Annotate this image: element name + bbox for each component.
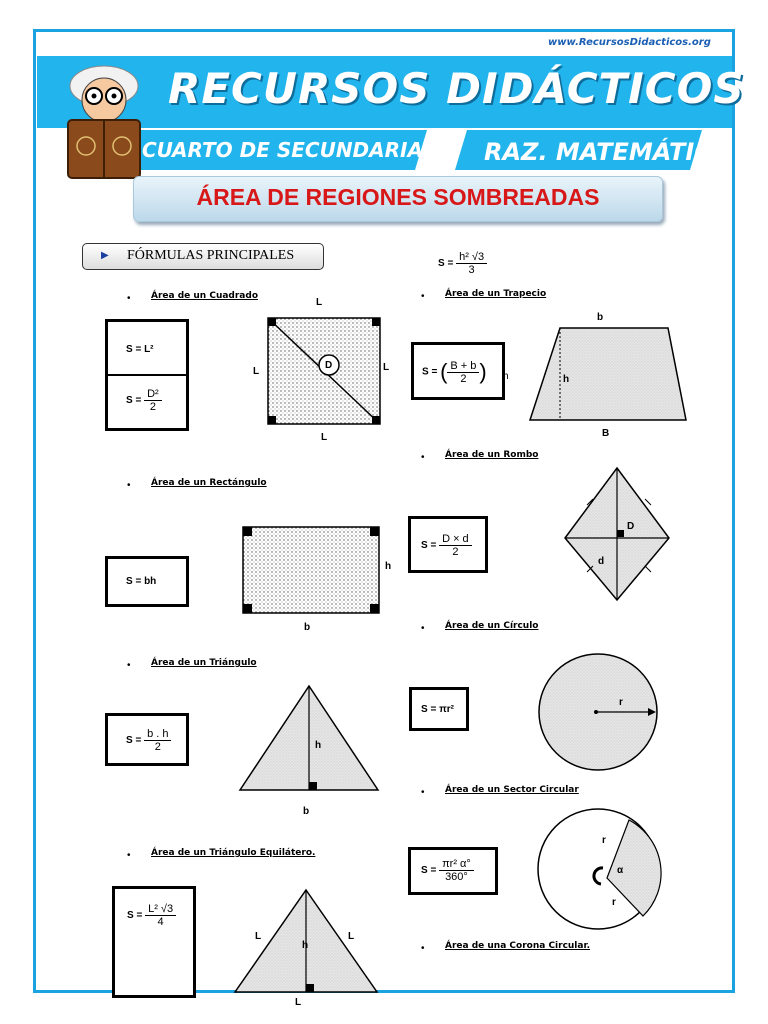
heading-trapecio: Área de un Trapecio xyxy=(445,289,547,299)
formula-rhombus-den: 2 xyxy=(452,546,459,558)
floating-formula-num: h² √3 xyxy=(456,251,487,264)
square-label-diag: D xyxy=(325,360,333,371)
topic-title xyxy=(133,176,663,222)
square-label-left: L xyxy=(253,366,260,377)
heading-equilatero: Área de un Triángulo Equilátero. xyxy=(151,848,316,858)
formula-square-diag-num: D² xyxy=(144,388,162,401)
floating-formula-den: 3 xyxy=(468,264,475,276)
formula-rhombus xyxy=(421,533,472,558)
formula-square-diag xyxy=(126,388,162,413)
formula-sector-den: 360° xyxy=(445,871,468,883)
sector-label-r1: r xyxy=(602,835,606,846)
site-url[interactable]: www.RecursosDidacticos.org xyxy=(548,37,711,48)
bullet: • xyxy=(421,943,425,954)
formula-equilateral-den: 4 xyxy=(157,916,164,928)
formula-box-rombo xyxy=(408,516,488,573)
triangle-figure xyxy=(240,686,378,790)
formula-sector-num: πr² α° xyxy=(439,858,474,871)
subject-label: RAZ. MATEMÁTICO xyxy=(484,138,733,166)
floating-formula-s: S = xyxy=(438,258,454,270)
sector-figure xyxy=(537,808,659,930)
section-button[interactable] xyxy=(82,243,324,270)
formula-triangle-num: b . h xyxy=(144,728,171,741)
bullet: • xyxy=(127,660,131,671)
trapezoid-label-B: B xyxy=(602,428,610,439)
topic-title-text: ÁREA DE REGIONES SOMBREADAS xyxy=(196,184,600,210)
bullet: • xyxy=(421,452,425,463)
heading-circulo: Área de un Círculo xyxy=(445,621,539,631)
trapezoid-label-h: h xyxy=(563,374,570,385)
heading-rombo: Área de un Rombo xyxy=(445,450,539,460)
sector-label-r2: r xyxy=(612,897,616,908)
heading-corona: Área de una Corona Circular. xyxy=(445,941,591,951)
formula-box-triangulo xyxy=(105,713,189,766)
formula-triangle xyxy=(126,728,171,753)
formula-square-side: S = L² xyxy=(126,344,154,355)
bullet: • xyxy=(421,787,425,798)
formula-trapezoid: S = ( $\frac{B + b}{2}$ ) xyxy=(422,359,487,385)
rhombus-label-d: d xyxy=(598,556,605,567)
formula-sector xyxy=(421,858,474,883)
formula-triangle-s: S = xyxy=(126,735,142,747)
circle-label-r: r xyxy=(619,697,623,708)
formula-box-trapecio xyxy=(411,342,505,400)
trapezoid-figure xyxy=(530,328,686,420)
formula-square-diag-den: 2 xyxy=(149,401,156,413)
rectangle-figure xyxy=(243,527,379,613)
grade-label: CUARTO DE SECUNDARIA xyxy=(142,138,423,162)
square-figure xyxy=(268,318,380,424)
formula-sector-s: S = xyxy=(421,865,437,877)
square-label-bottom: L xyxy=(321,432,328,443)
formula-box-cuadrado xyxy=(105,319,189,431)
equilateral-label-bottom: L xyxy=(295,997,302,1008)
section-label: FÓRMULAS PRINCIPALES xyxy=(127,248,295,263)
equilateral-label-left: L xyxy=(255,931,262,942)
formula-square-diag-s: S = xyxy=(126,395,142,407)
sector-label-alpha: α xyxy=(617,865,624,876)
bullet: • xyxy=(127,850,131,861)
formula-trapezoid-den: 2 xyxy=(460,372,467,385)
rhombus-label-D: D xyxy=(627,521,635,532)
formula-trapezoid-s: S = xyxy=(422,366,438,378)
formula-equilateral-s: S = xyxy=(127,910,143,922)
formula-trapezoid-tail: h xyxy=(503,371,509,382)
rectangle-label-b: b xyxy=(304,622,311,633)
bullet: • xyxy=(421,291,425,302)
triangle-label-h: h xyxy=(315,740,322,751)
formula-circle: S = πr² xyxy=(421,704,454,715)
rectangle-label-h: h xyxy=(385,561,392,572)
formula-equilateral xyxy=(127,903,176,928)
bullet: • xyxy=(127,480,131,491)
formula-box-circulo xyxy=(409,687,469,731)
header-title: RECURSOS DIDÁCTICOS xyxy=(168,64,745,113)
heading-sector: Área de un Sector Circular xyxy=(445,785,579,795)
formula-rhombus-s: S = xyxy=(421,540,437,552)
heading-triangulo: Área de un Triángulo xyxy=(151,658,257,668)
square-label-top: L xyxy=(316,297,323,308)
formula-equilateral-num: L² √3 xyxy=(145,903,176,916)
professor-mascot-icon xyxy=(46,58,156,188)
equilateral-label-right: L xyxy=(348,931,355,942)
formula-box-sector xyxy=(408,847,498,895)
formula-rectangle: S = bh xyxy=(126,576,157,587)
circle-figure xyxy=(538,653,658,771)
heading-cuadrado: Área de un Cuadrado xyxy=(151,291,259,301)
heading-rectangulo: Área de un Rectángulo xyxy=(151,478,267,488)
trapezoid-label-b: b xyxy=(597,312,604,323)
floating-formula xyxy=(438,251,487,276)
formula-box-rectangulo xyxy=(105,556,189,607)
formula-rhombus-num: D × d xyxy=(439,533,472,546)
formula-box-equilatero xyxy=(112,886,196,998)
formula-triangle-den: 2 xyxy=(154,741,161,753)
bullet: • xyxy=(421,623,425,634)
rhombus-figure xyxy=(565,468,669,600)
equilateral-label-h: h xyxy=(302,940,309,951)
square-label-right: L xyxy=(383,362,390,373)
play-arrow-icon: ▶ xyxy=(101,250,109,261)
triangle-label-b: b xyxy=(303,806,310,817)
bullet: • xyxy=(127,293,131,304)
formula-trapezoid-num: B + b xyxy=(447,360,479,373)
